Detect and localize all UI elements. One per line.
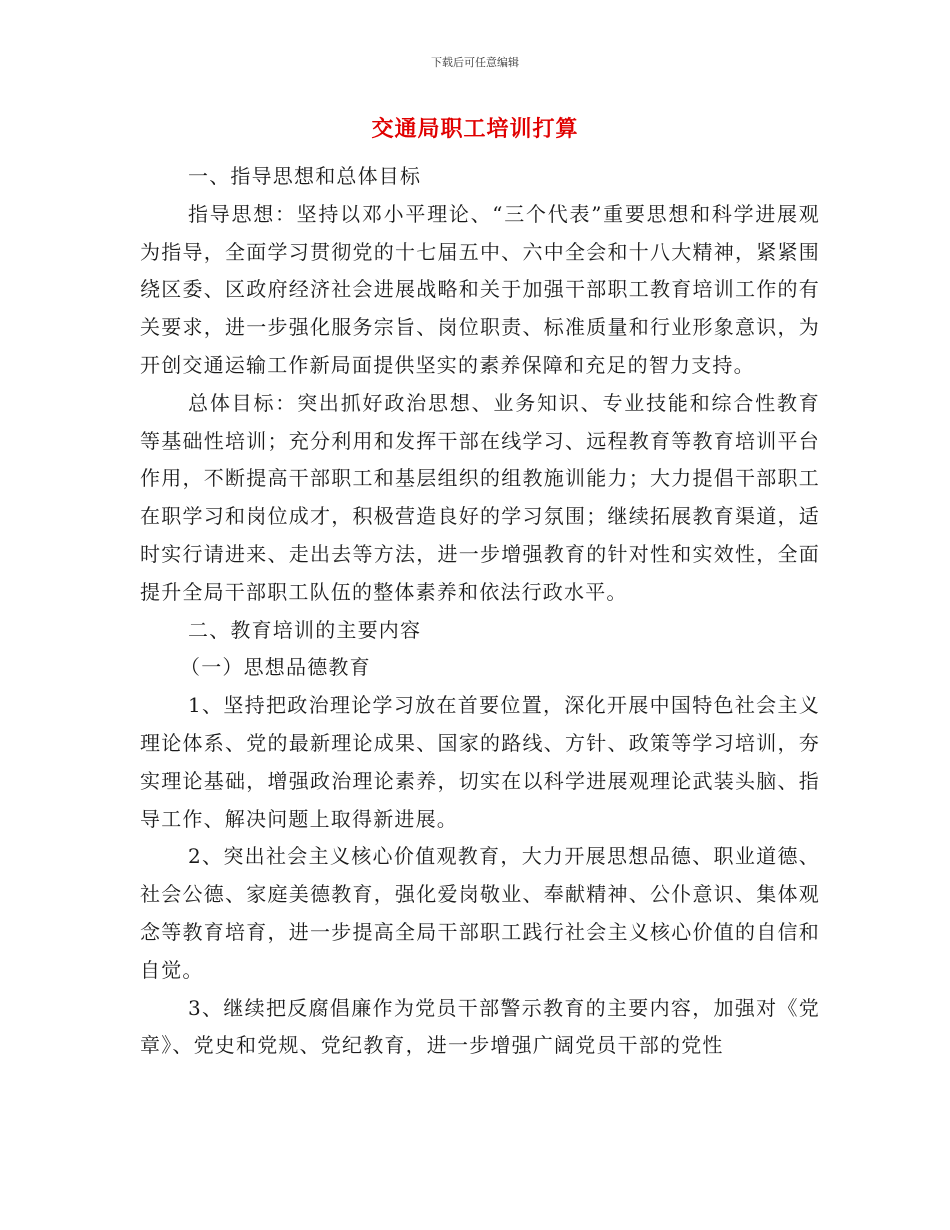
- document-title: 交通局职工培训打算: [371, 117, 579, 142]
- paragraph-item-3: 3、继续把反腐倡廉作为党员干部警示教育的主要内容，加强对《党章》、党史和党规、党纪教育，进一步增强广阔党员干部的党性: [140, 995, 820, 1058]
- section-heading-1: 一、指导思想和总体目标: [188, 164, 422, 188]
- paragraph-guiding-ideology: 指导思想：坚持以邓小平理论、“三个代表”重要思想和科学进展观为指导，全面学习贯彻党的十七届五中、六中全会和十八大精神，紧紧围绕区委、区政府经济社会进展战略和关于加强干部职工教育培训工作的有关要求，进一步强化服务宗旨、岗位职责、标准质量和行业形象意识，为开创交通运输工作新局面提供坚实的素养保障和充足的智力支持。: [140, 201, 820, 377]
- paragraph-item-1: 1、坚持把政治理论学习放在首要位置，深化开展中国特色社会主义理论体系、党的最新理论成果、国家的路线、方针、政策等学习培训，夯实理论基础，增强政治理论素养，切实在以科学进展观理论武装头脑、指导工作、解决问题上取得新进展。: [140, 693, 820, 831]
- paragraph-item-2: 2、突出社会主义核心价值观教育，大力开展思想品德、职业道德、社会公德、家庭美德教育，强化爱岗敬业、奉献精神、公仆意识、集体观念等教育培育，进一步提高全局干部职工践行社会主义核心价值的自信和自觉。: [140, 844, 820, 982]
- subsection-heading-1: （一）思想品德教育: [180, 655, 371, 680]
- paragraph-overall-goal: 总体目标：突出抓好政治思想、业务知识、专业技能和综合性教育等基础性培训；充分利用和发挥干部在线学习、远程教育等教育培训平台作用，不断提高干部职工和基层组织的组教施训能力；大力提倡干部职工在职学习和岗位成才，积极营造良好的学习氛围；继续拓展教育渠道，适时实行请进来、走出去等方法，进一步增强教育的针对性和实效性，全面提升全局干部职工队伍的整体素养和依法行政水平。: [140, 390, 820, 604]
- page-header-note: 下载后可任意编辑: [431, 56, 519, 69]
- document-body: [140, 158, 820, 1065]
- section-heading-2: 二、教育培训的主要内容: [188, 617, 422, 642]
